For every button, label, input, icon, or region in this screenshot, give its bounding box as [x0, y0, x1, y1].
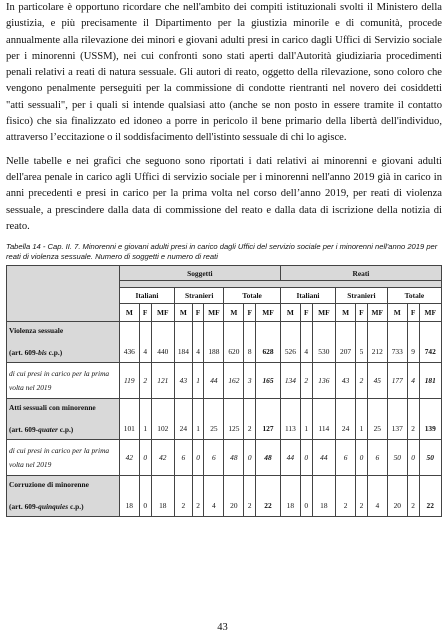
table-row	[7, 322, 442, 363]
data-cell: 2	[356, 476, 368, 517]
data-cell: 0	[300, 440, 312, 476]
column-header: MF	[256, 304, 281, 322]
column-header: M	[387, 304, 407, 322]
data-cell: 733	[387, 322, 407, 363]
article-prefix: (art. 609-	[9, 348, 39, 358]
page-number: 43	[217, 622, 228, 633]
data-cell: 43	[336, 363, 356, 399]
subgroup-header: Stranieri	[336, 288, 388, 304]
data-cell: 18	[119, 476, 139, 517]
data-cell: 24	[175, 399, 193, 440]
article-prefix: (art. 609-	[9, 502, 39, 512]
row-label	[7, 363, 120, 399]
data-cell: 113	[280, 399, 300, 440]
data-cell: 165	[256, 363, 281, 399]
data-cell: 0	[407, 440, 419, 476]
data-cell: 20	[224, 476, 244, 517]
column-header: MF	[312, 304, 336, 322]
header-spacer	[119, 281, 441, 288]
data-cell: 18	[151, 476, 175, 517]
row-label	[7, 440, 120, 476]
column-header: F	[192, 304, 204, 322]
column-header: F	[407, 304, 419, 322]
subgroup-header: Totale	[224, 288, 280, 304]
data-cell: 2	[356, 363, 368, 399]
data-cell: 6	[204, 440, 224, 476]
data-cell: 2	[407, 476, 419, 517]
data-cell: 136	[312, 363, 336, 399]
data-cell: 139	[419, 399, 442, 440]
data-cell: 188	[204, 322, 224, 363]
paragraph-2: Nelle tabelle e nei grafici che seguono sono riportati i dati relativi ai minorenni e giovani adulti dell'area penale in carico agli Uffici di servizio sociale per i minorenni nell'anno 2019 già in carico in anni precedenti e presi in carico per la prima volta nel corso dell’anno 2019, per reati di violenza sessuale, a prescindere dalla data di commissione del reato e dalla data di iscrizione della notizia di reato.	[6, 155, 442, 232]
data-cell: 2	[244, 399, 256, 440]
data-cell: 0	[139, 476, 151, 517]
column-header: M	[336, 304, 356, 322]
data-cell: 102	[151, 399, 175, 440]
data-cell: 620	[224, 322, 244, 363]
data-cell: 3	[244, 363, 256, 399]
data-table	[6, 265, 442, 517]
data-cell: 2	[407, 399, 419, 440]
data-cell: 6	[367, 440, 387, 476]
article-code: c.p.)	[57, 425, 74, 435]
data-cell: 0	[244, 440, 256, 476]
data-cell: 25	[204, 399, 224, 440]
data-cell: 0	[356, 440, 368, 476]
table-row	[7, 440, 442, 476]
data-cell: 2	[192, 476, 204, 517]
data-cell: 1	[192, 399, 204, 440]
data-cell: 9	[407, 322, 419, 363]
data-cell: 4	[300, 322, 312, 363]
data-cell: 119	[119, 363, 139, 399]
data-cell: 22	[256, 476, 281, 517]
data-cell: 114	[312, 399, 336, 440]
data-cell: 22	[419, 476, 442, 517]
data-cell: 2	[336, 476, 356, 517]
data-cell: 0	[192, 440, 204, 476]
data-cell: 42	[119, 440, 139, 476]
subgroup-header: Italiani	[280, 288, 335, 304]
data-cell: 1	[300, 399, 312, 440]
subgroup-header: Stranieri	[175, 288, 224, 304]
data-cell: 101	[119, 399, 139, 440]
data-cell: 4	[204, 476, 224, 517]
subgroup-header: Totale	[387, 288, 441, 304]
data-cell: 440	[151, 322, 175, 363]
paragraph-1: In particolare è opportuno ricordare che nell'ambito dei compiti istituzionali svolti il Ministero della giustizia, e più precisamente il Dipartimento per la giustizia minorile e di comunità, procede annualmente alla rilevazione dei minori e giovani adulti presi in carico dagli Uffici di Servizio sociale per i minorenni (USSM), nei cui confronti sono stati aperti dall'Autorità giudiziaria procedimenti penali relativi a reati di natura sessuale. Gli autori di reato, oggetto della rilevazione, sono coloro che vengono penalmente perseguiti per la commissione di condotte rientranti nel novero dei cosiddetti "atti sessuali", per i quali si intende qualsiasi atto (anche se non posto in essere tramite il contatto fisico) che sia finalizzato ed idoneo a porre in pericolo il bene primario della libertà dell'individuo, attraverso l’eccitazione o il soddisfacimento dell'istinto sessuale di chi lo agisce.	[6, 2, 442, 144]
data-cell: 25	[367, 399, 387, 440]
column-header: F	[139, 304, 151, 322]
data-cell: 5	[356, 322, 368, 363]
row-label-text: di cui presi in carico per la prima volta nel 2019	[9, 445, 110, 469]
column-header: MF	[419, 304, 442, 322]
group-header-reati: Reati	[280, 266, 441, 281]
row-label	[7, 476, 120, 517]
column-header: F	[300, 304, 312, 322]
data-cell: 44	[204, 363, 224, 399]
data-cell: 184	[175, 322, 193, 363]
data-cell: 2	[300, 363, 312, 399]
subgroup-header: Italiani	[119, 288, 174, 304]
data-cell: 50	[419, 440, 442, 476]
data-cell: 436	[119, 322, 139, 363]
data-cell: 207	[336, 322, 356, 363]
article-code: c.p.)	[68, 502, 84, 512]
data-cell: 212	[367, 322, 387, 363]
column-header: M	[224, 304, 244, 322]
data-cell: 125	[224, 399, 244, 440]
column-header: M	[280, 304, 300, 322]
data-cell: 48	[224, 440, 244, 476]
data-cell: 0	[300, 476, 312, 517]
column-header: F	[356, 304, 368, 322]
table-row	[7, 399, 442, 440]
data-cell: 181	[419, 363, 442, 399]
row-label-article	[9, 500, 117, 514]
row-label	[7, 322, 120, 363]
data-cell: 48	[256, 440, 281, 476]
data-cell: 4	[139, 322, 151, 363]
data-cell: 18	[312, 476, 336, 517]
corner-cell	[7, 266, 120, 322]
data-cell: 4	[407, 363, 419, 399]
column-header: M	[175, 304, 193, 322]
data-cell: 44	[280, 440, 300, 476]
data-cell: 177	[387, 363, 407, 399]
article-suffix: quater	[38, 425, 58, 435]
document-page	[6, 0, 442, 517]
row-label-article	[9, 423, 117, 437]
data-cell: 530	[312, 322, 336, 363]
data-cell: 50	[387, 440, 407, 476]
data-cell: 43	[175, 363, 193, 399]
table-row	[7, 363, 442, 399]
table-caption: Tabella 14 - Cap. II. 7. Minorenni e giovani adulti presi in carico dagli Uffici del servizio sociale per i minorenni nell'anno 2019 per reati di violenza sessuale. Numero di soggetti e numero di reati	[6, 242, 438, 262]
data-cell: 137	[387, 399, 407, 440]
data-cell: 18	[280, 476, 300, 517]
data-cell: 44	[312, 440, 336, 476]
table-row	[7, 476, 442, 517]
data-cell: 121	[151, 363, 175, 399]
data-cell: 0	[139, 440, 151, 476]
data-cell: 2	[139, 363, 151, 399]
data-cell: 6	[336, 440, 356, 476]
group-header-soggetti: Soggetti	[119, 266, 280, 281]
column-header: MF	[151, 304, 175, 322]
data-cell: 742	[419, 322, 442, 363]
data-cell: 526	[280, 322, 300, 363]
data-cell: 162	[224, 363, 244, 399]
row-label-article	[9, 346, 117, 360]
data-cell: 6	[175, 440, 193, 476]
column-header: F	[244, 304, 256, 322]
data-cell: 42	[151, 440, 175, 476]
row-label-title: Violenza sessuale	[9, 326, 64, 336]
data-cell: 4	[367, 476, 387, 517]
data-cell: 45	[367, 363, 387, 399]
row-label-text: di cui presi in carico per la prima volta nel 2019	[9, 368, 110, 392]
data-cell: 628	[256, 322, 281, 363]
article-code: c.p.)	[46, 348, 63, 358]
article-suffix: quinquies	[38, 502, 69, 512]
column-header: MF	[367, 304, 387, 322]
data-cell: 1	[192, 363, 204, 399]
data-cell: 4	[192, 322, 204, 363]
column-header: MF	[204, 304, 224, 322]
row-label-title: Atti sessuali con minorenne	[9, 403, 96, 413]
data-cell: 1	[139, 399, 151, 440]
data-cell: 134	[280, 363, 300, 399]
data-cell: 1	[356, 399, 368, 440]
article-suffix: bis	[38, 348, 47, 358]
row-label	[7, 399, 120, 440]
data-cell: 20	[387, 476, 407, 517]
data-cell: 8	[244, 322, 256, 363]
data-cell: 127	[256, 399, 281, 440]
row-label-title: Corruzione di minorenne	[9, 480, 89, 490]
column-header: M	[119, 304, 139, 322]
article-prefix: (art. 609-	[9, 425, 39, 435]
data-cell: 2	[175, 476, 193, 517]
data-cell: 2	[244, 476, 256, 517]
data-cell: 24	[336, 399, 356, 440]
